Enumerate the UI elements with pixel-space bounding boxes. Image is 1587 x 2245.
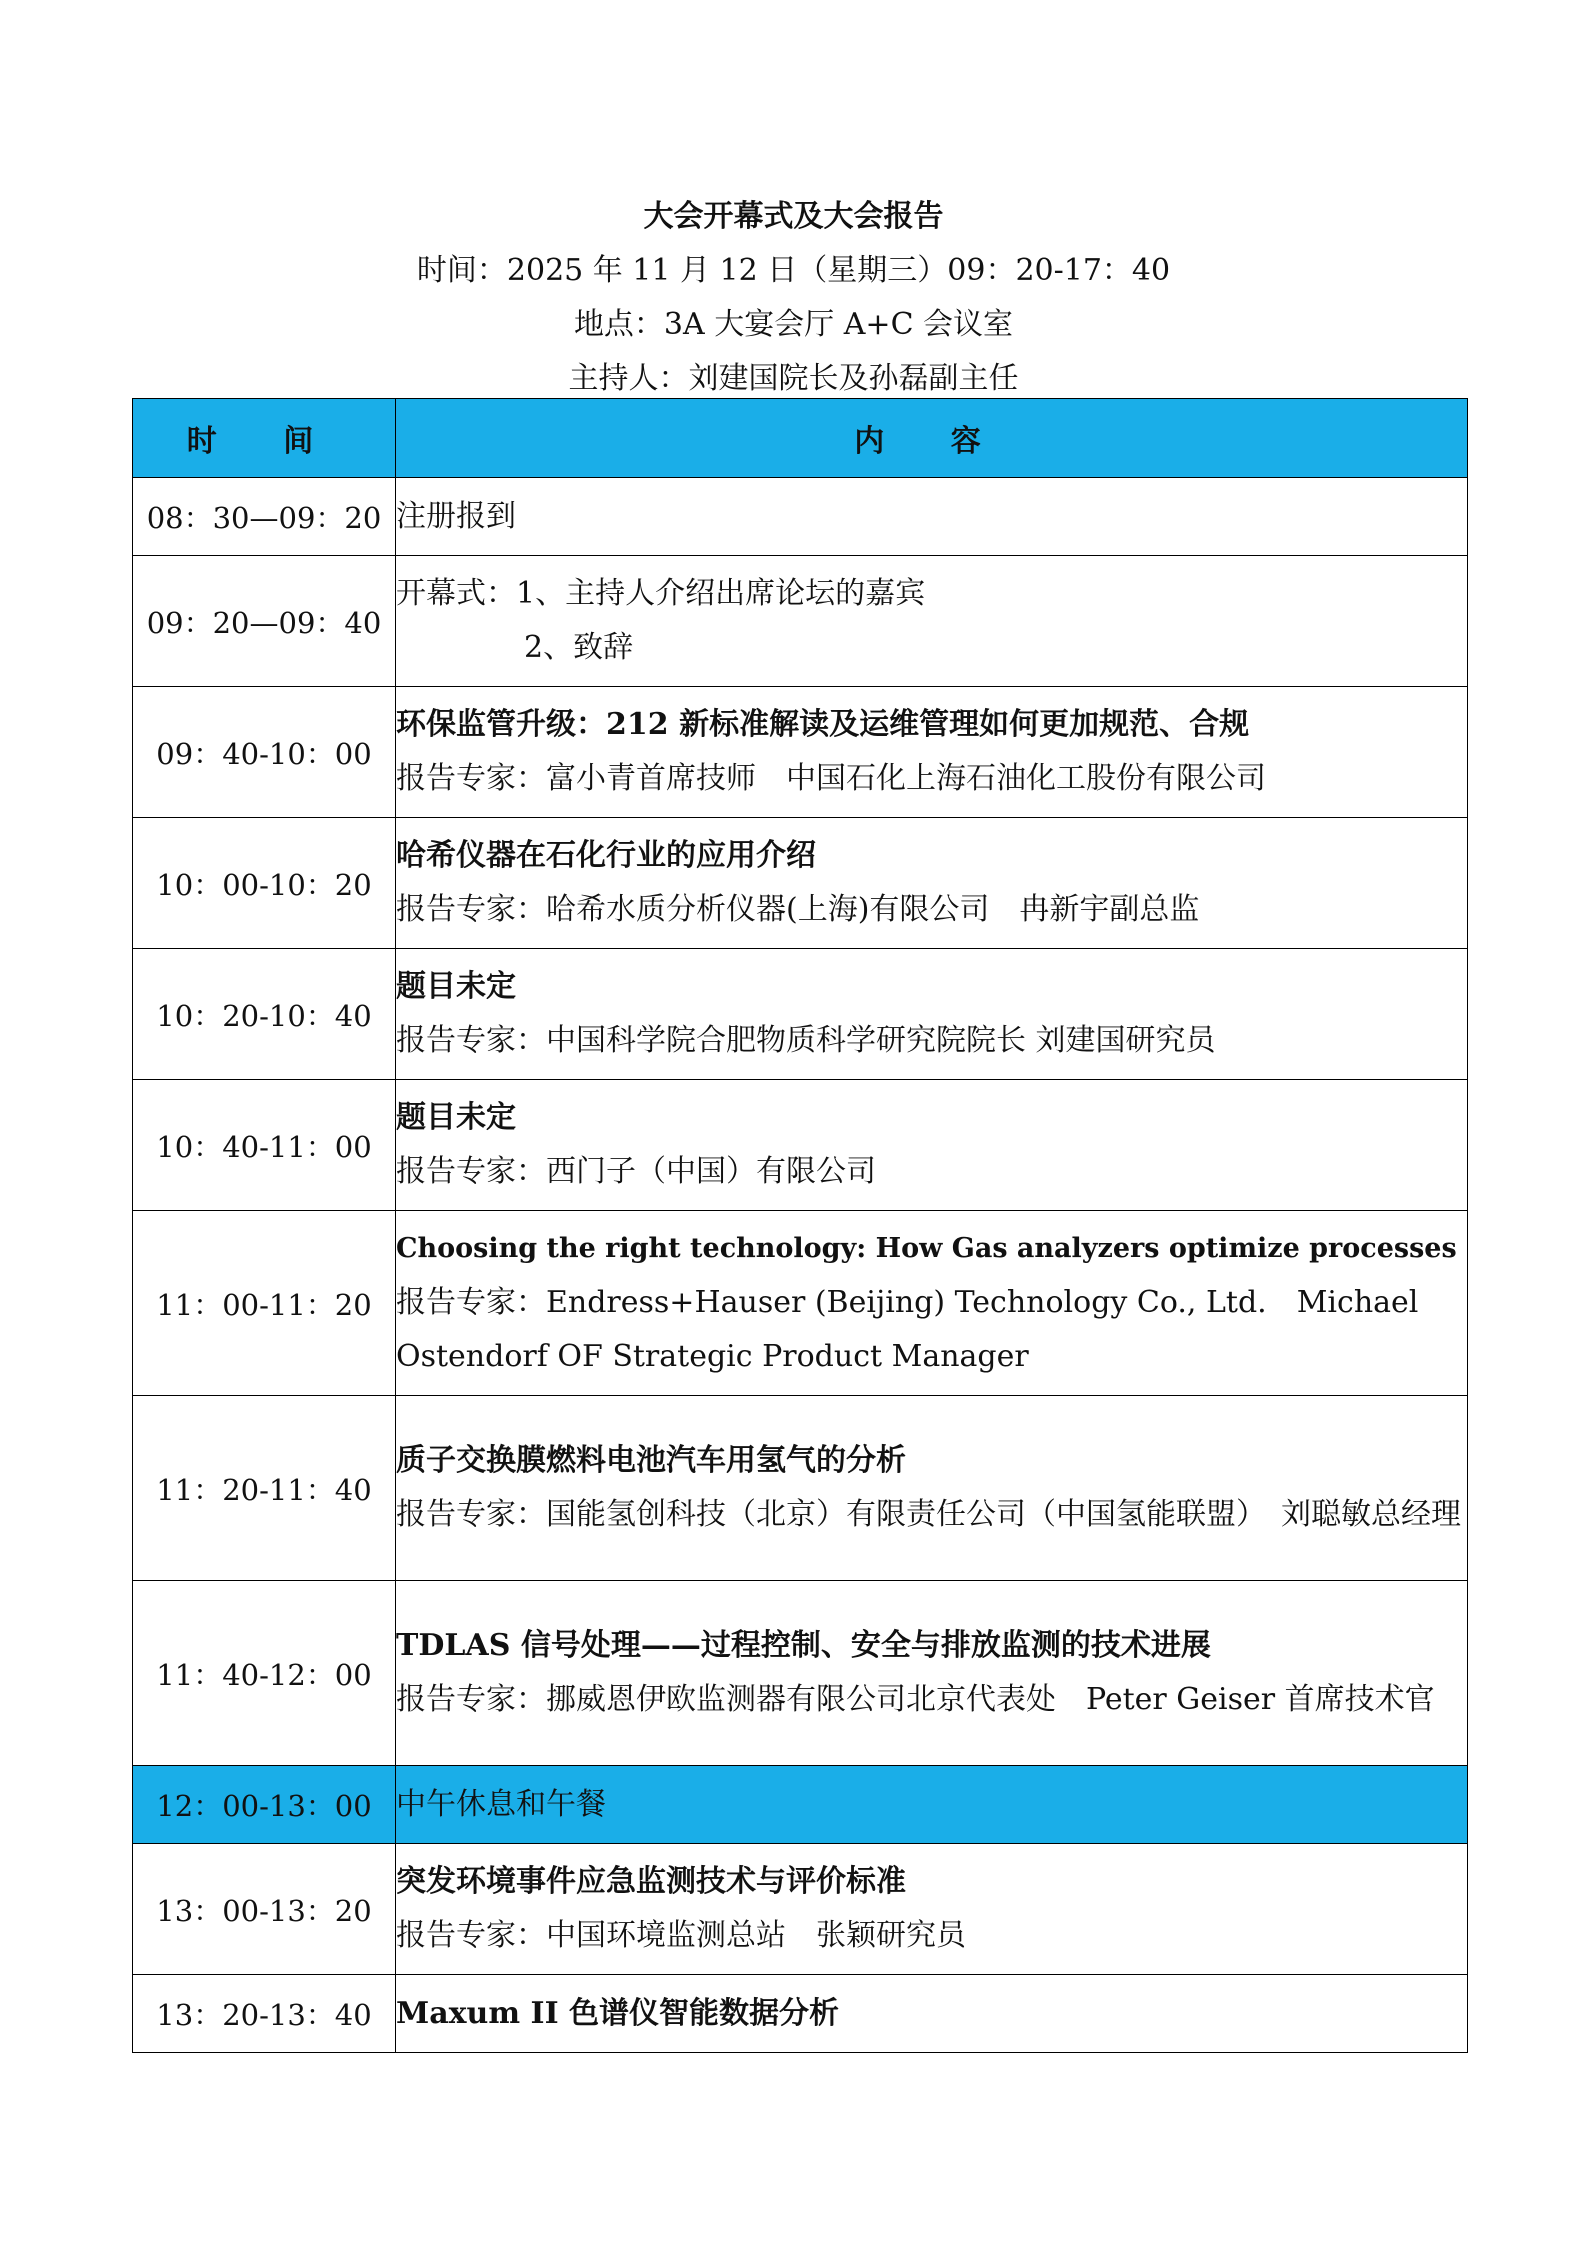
row-time: 11：20-11：40 [133,1396,396,1581]
session-time: 时间：2025 年 11 月 12 日（星期三）09：20-17：40 [416,253,1171,288]
row-content [396,949,1468,1080]
row-time: 12：00-13：00 [133,1766,396,1844]
row-time: 08：30—09：20 [133,478,396,556]
session-title: 大会开幕式及大会报告 [643,199,944,234]
row-time: 11：40-12：00 [133,1581,396,1766]
column-header-time: 时 间 [133,399,396,478]
row-content [396,1581,1468,1766]
row-content [396,1080,1468,1211]
row-content [396,1211,1468,1396]
row-time: 10：40-11：00 [133,1080,396,1211]
row-time: 10：00-10：20 [133,818,396,949]
table-row-lunch [133,1766,1468,1844]
report-speaker: 报告专家：Endress+Hauser (Beijing) Technology Co., Ltd. Michael Ostendorf OF Strategic Product Manager [396,1285,1419,1374]
session-header [0,190,1587,406]
report-speaker: 报告专家：富小青首席技师 中国石化上海石油化工股份有限公司 [396,761,1266,796]
report-speaker: 报告专家：中国科学院合肥物质科学研究院院长 刘建国研究员 [396,1023,1216,1058]
report-speaker: 报告专家：挪威恩伊欧监测器有限公司北京代表处 Peter Geiser 首席技术官 [396,1682,1435,1717]
row-time: 13：20-13：40 [133,1975,396,2053]
opening-item-2: 2、致辞 [524,630,634,665]
report-topic: 哈希仪器在石化行业的应用介绍 [396,838,816,873]
session-host: 主持人：刘建国院长及孙磊副主任 [568,361,1019,396]
report-topic: TDLAS 信号处理——过程控制、安全与排放监测的技术进展 [396,1628,1211,1663]
row-content [396,556,1468,687]
table-row [133,1844,1468,1975]
report-speaker: 报告专家：国能氢创科技（北京）有限责任公司（中国氢能联盟） 刘聪敏总经理 [396,1497,1461,1532]
table-row [133,949,1468,1080]
column-header-content: 内 容 [396,399,1468,478]
row-time: 10：20-10：40 [133,949,396,1080]
report-speaker: 报告专家：西门子（中国）有限公司 [396,1154,876,1189]
report-speaker: 报告专家：中国环境监测总站 张颖研究员 [396,1918,966,1953]
report-topic: 质子交换膜燃料电池汽车用氢气的分析 [396,1443,906,1478]
row-content [396,1844,1468,1975]
table-row [133,556,1468,687]
row-time: 11：00-11：20 [133,1211,396,1396]
row-content [396,1975,1468,2053]
row-content: 中午休息和午餐 [396,1766,1468,1844]
report-speaker: 报告专家：哈希水质分析仪器(上海)有限公司 冉新宇副总监 [396,892,1200,927]
table-row [133,818,1468,949]
row-time: 13：00-13：20 [133,1844,396,1975]
report-topic: 环保监管升级：212 新标准解读及运维管理如何更加规范、合规 [396,707,1250,742]
report-topic: Choosing the right technology: How Gas analyzers optimize processes [396,1233,1457,1264]
report-topic: 题目未定 [396,1100,516,1135]
table-header-row [133,399,1468,478]
table-row [133,1211,1468,1396]
report-topic: Maxum II 色谱仪智能数据分析 [396,1995,840,2031]
row-time: 09：40-10：00 [133,687,396,818]
table-row [133,1975,1468,2053]
table-row [133,478,1468,556]
report-topic: 题目未定 [396,969,516,1004]
table-row [133,1581,1468,1766]
schedule-table [132,398,1468,2053]
table-row [133,1080,1468,1211]
row-time: 09：20—09：40 [133,556,396,687]
row-content: 注册报到 [396,478,1468,556]
row-content [396,687,1468,818]
report-topic: 突发环境事件应急监测技术与评价标准 [396,1864,906,1899]
opening-item-1: 开幕式：1、主持人介绍出席论坛的嘉宾 [396,576,926,611]
session-location: 地点：3A 大宴会厅 A+C 会议室 [573,307,1014,342]
table-row [133,687,1468,818]
table-row [133,1396,1468,1581]
row-content [396,1396,1468,1581]
row-content [396,818,1468,949]
